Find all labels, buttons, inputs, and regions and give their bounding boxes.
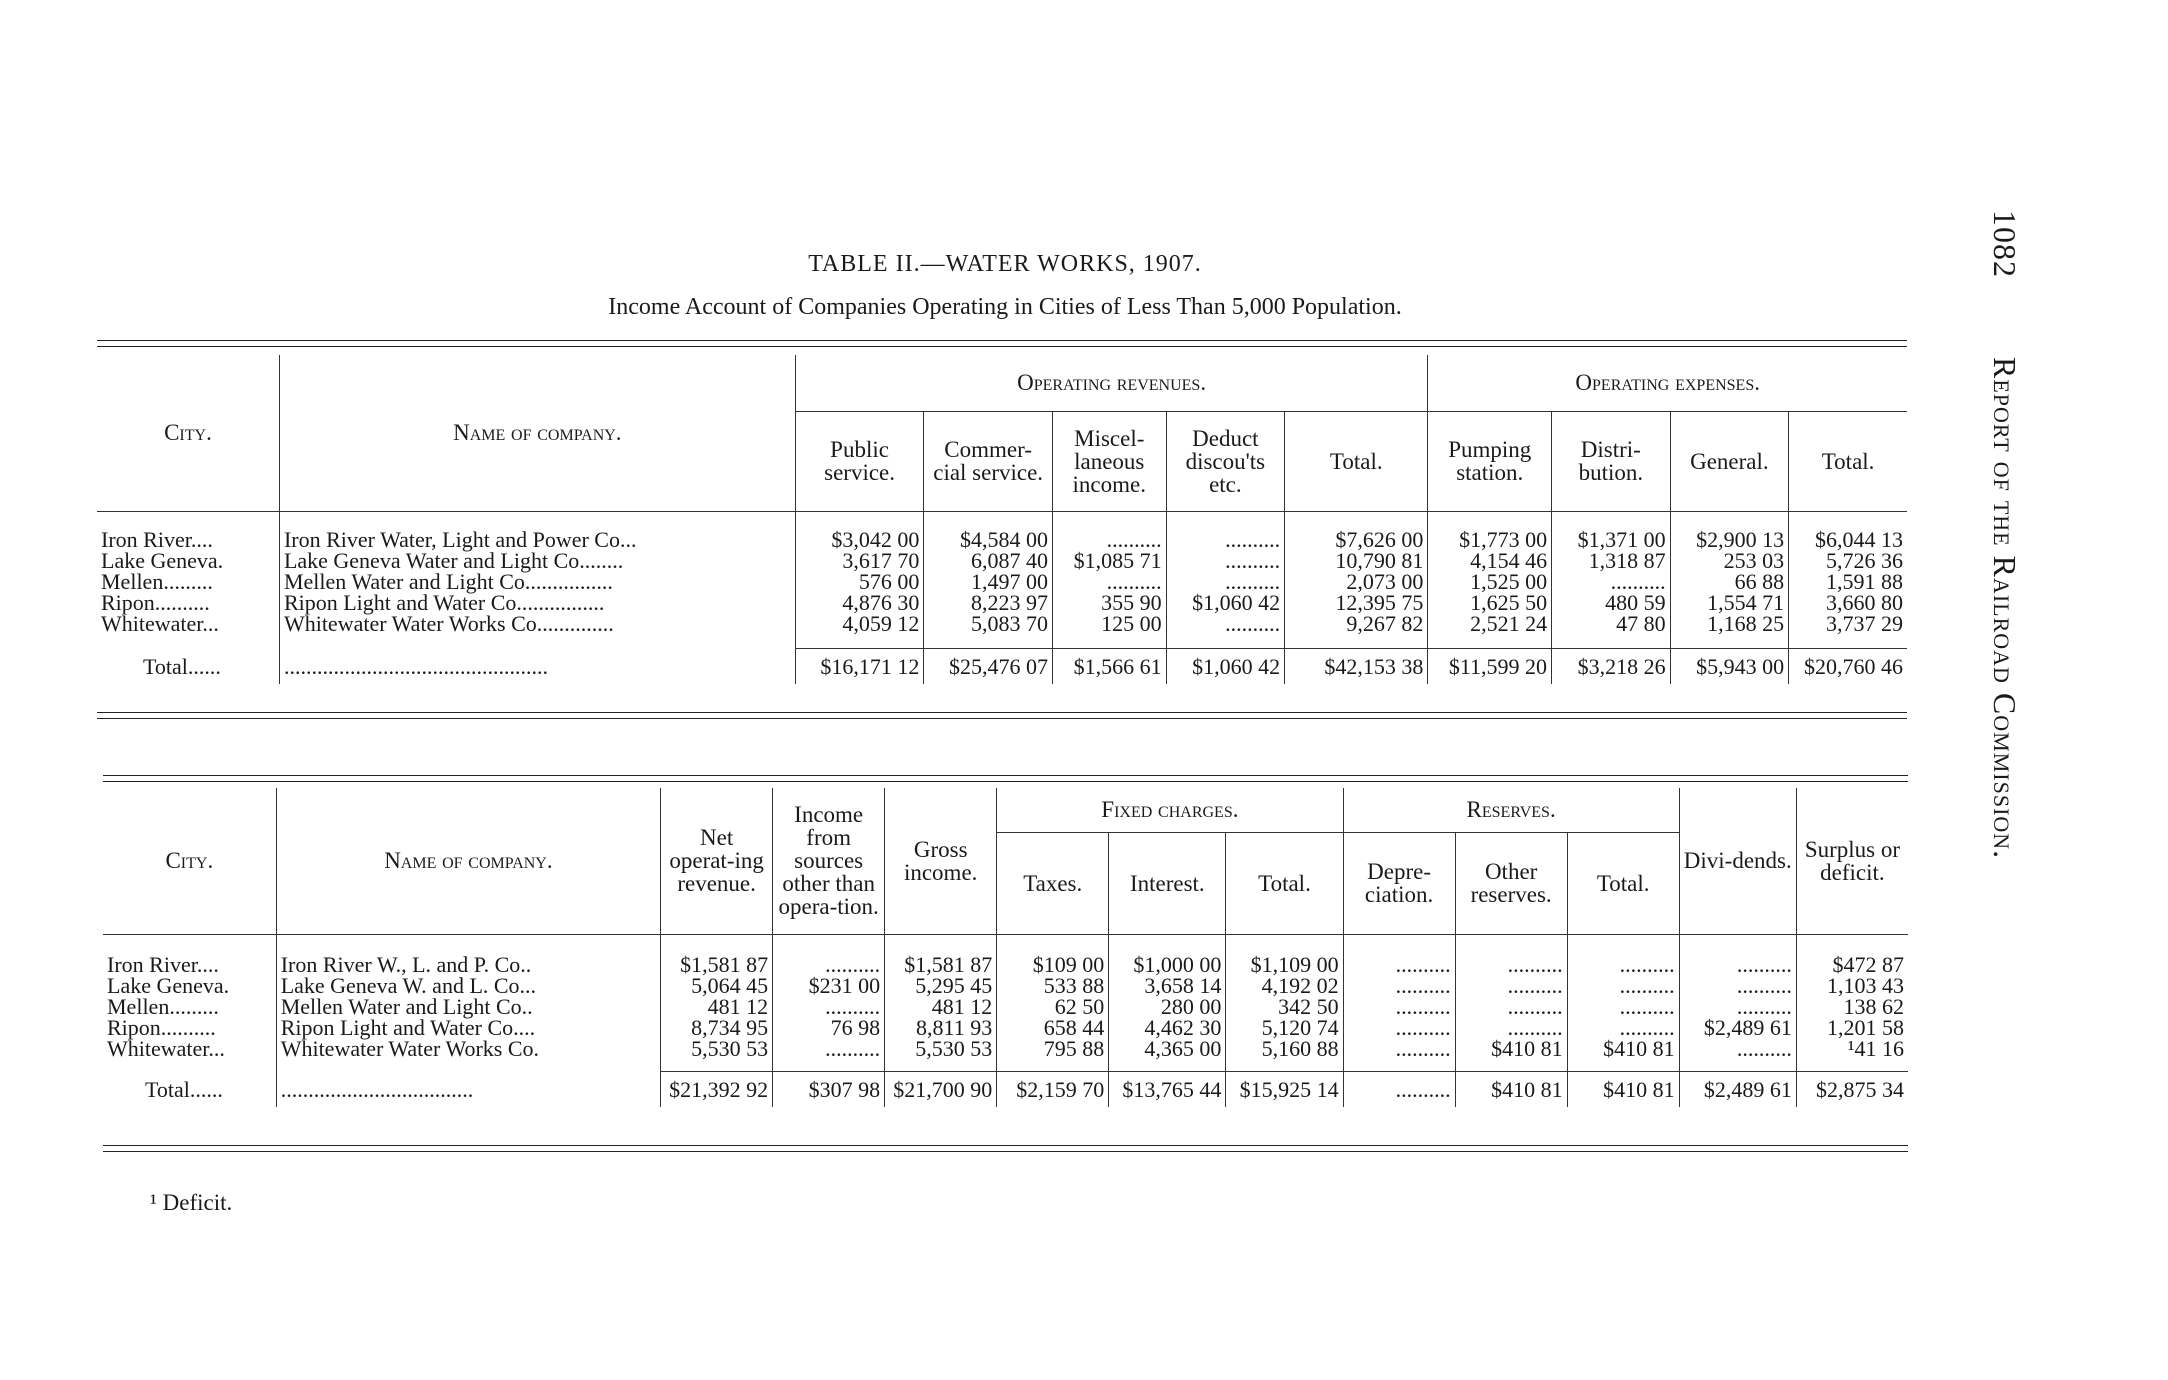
reserves-total-cell: $410 81: [1567, 1038, 1679, 1059]
company-cell: Ripon Light and Water Co................: [279, 592, 795, 613]
city-cell: Ripon..........: [101, 590, 210, 615]
col-company: Name of company.: [276, 788, 660, 934]
col-company: Name of company.: [279, 355, 795, 511]
table-row: [103, 1017, 1908, 1038]
gross-cell: 5,530 53: [885, 1038, 997, 1059]
total-public: $16,171 12: [795, 648, 924, 684]
col-taxes: Taxes.: [997, 832, 1109, 934]
col-dividends: Divi-dends.: [1679, 788, 1796, 934]
total-row: [97, 648, 1907, 684]
distribution-cell: ..........: [1552, 571, 1671, 592]
reserves-total-cell: ..........: [1567, 996, 1679, 1017]
col-public-service: Public service.: [795, 411, 924, 511]
table1-top-rule: [97, 340, 1907, 347]
taxes-cell: 795 88: [997, 1038, 1109, 1059]
total-surplus: $2,875 34: [1796, 1071, 1908, 1107]
public-cell: 3,617 70: [795, 550, 924, 571]
other-income-cell: ..........: [773, 996, 885, 1017]
page-number: 1082: [1987, 210, 2023, 278]
net-cell: 481 12: [661, 996, 773, 1017]
misc-cell: 355 90: [1052, 592, 1166, 613]
misc-cell: 125 00: [1052, 613, 1166, 634]
commercial-cell: 1,497 00: [924, 571, 1053, 592]
col-fixed-total: Total.: [1226, 832, 1343, 934]
total-total-exp: $20,760 46: [1789, 648, 1907, 684]
interest-cell: 4,365 00: [1109, 1038, 1226, 1059]
misc-cell: ..........: [1052, 571, 1166, 592]
total-other-income: $307 98: [773, 1071, 885, 1107]
col-pumping-station: Pumping station.: [1428, 411, 1552, 511]
col-surplus: Surplus or deficit.: [1796, 788, 1908, 934]
col-total-expenses: Total.: [1789, 411, 1907, 511]
table-row: [97, 613, 1907, 634]
commercial-cell: 8,223 97: [924, 592, 1053, 613]
company-cell: Mellen Water and Light Co..: [276, 996, 660, 1017]
other-reserves-cell: ..........: [1455, 975, 1567, 996]
general-cell: 1,168 25: [1670, 613, 1789, 634]
table-row: [103, 954, 1908, 975]
col-depreciation: Depre-ciation.: [1343, 832, 1455, 934]
city-cell: Iron River....: [101, 527, 213, 552]
total-deduct: $1,060 42: [1166, 648, 1285, 684]
interest-cell: 3,658 14: [1109, 975, 1226, 996]
deduct-cell: ..........: [1166, 529, 1285, 550]
income-table-revenues-expenses: [97, 355, 1907, 684]
total-net: $21,392 92: [661, 1071, 773, 1107]
deduct-cell: ..........: [1166, 550, 1285, 571]
fixed-total-cell: 4,192 02: [1226, 975, 1343, 996]
total-depreciation: ..........: [1343, 1071, 1455, 1107]
dividends-cell: ..........: [1679, 954, 1796, 975]
general-cell: $2,900 13: [1670, 529, 1789, 550]
gross-cell: $1,581 87: [885, 954, 997, 975]
table-row: [97, 571, 1907, 592]
other-reserves-cell: ..........: [1455, 954, 1567, 975]
company-cell: Whitewater Water Works Co.: [276, 1038, 660, 1059]
table-subtitle: Income Account of Companies Operating in Cities of Less Than 5,000 Population.: [608, 294, 1402, 320]
public-cell: 4,876 30: [795, 592, 924, 613]
col-general: General.: [1670, 411, 1789, 511]
city-cell: Mellen.........: [101, 569, 213, 594]
col-city: City.: [97, 355, 279, 511]
total-dividends: $2,489 61: [1679, 1071, 1796, 1107]
fixed-total-cell: $1,109 00: [1226, 954, 1343, 975]
reserves-total-cell: ..........: [1567, 954, 1679, 975]
col-city: City.: [103, 788, 276, 934]
other-reserves-cell: ..........: [1455, 996, 1567, 1017]
total-exp-cell: 3,737 29: [1789, 613, 1907, 634]
total-exp-cell: $6,044 13: [1789, 529, 1907, 550]
city-cell: Whitewater...: [107, 1036, 225, 1061]
net-cell: 8,734 95: [661, 1017, 773, 1038]
total-fixed-total: $15,925 14: [1226, 1071, 1343, 1107]
table-title: TABLE II.—WATER WORKS, 1907.: [808, 251, 1202, 277]
pumping-cell: 2,521 24: [1428, 613, 1552, 634]
total-distribution: $3,218 26: [1552, 648, 1671, 684]
other-reserves-cell: $410 81: [1455, 1038, 1567, 1059]
total-rev-cell: 10,790 81: [1285, 550, 1428, 571]
company-cell: Iron River W., L. and P. Co..: [276, 954, 660, 975]
reserves-total-cell: ..........: [1567, 975, 1679, 996]
running-head: [1985, 210, 2025, 1060]
col-other-reserves: Other reserves.: [1455, 832, 1567, 934]
general-cell: 66 88: [1670, 571, 1789, 592]
table-row: [97, 529, 1907, 550]
col-commercial-service: Commer-cial service.: [924, 411, 1053, 511]
commercial-cell: $4,584 00: [924, 529, 1053, 550]
table1-bottom-rule: [97, 712, 1907, 719]
col-reserves-total: Total.: [1567, 832, 1679, 934]
commercial-cell: 5,083 70: [924, 613, 1053, 634]
total-rev-cell: $7,626 00: [1285, 529, 1428, 550]
col-misc-income: Miscel-laneous income.: [1052, 411, 1166, 511]
total-general: $5,943 00: [1670, 648, 1789, 684]
total-interest: $13,765 44: [1109, 1071, 1226, 1107]
col-gross-income: Gross income.: [885, 788, 997, 934]
taxes-cell: $109 00: [997, 954, 1109, 975]
total-rev-cell: 12,395 75: [1285, 592, 1428, 613]
fixed-total-cell: 342 50: [1226, 996, 1343, 1017]
footnote: ¹ Deficit.: [150, 1190, 233, 1215]
dividends-cell: ..........: [1679, 996, 1796, 1017]
gross-cell: 5,295 45: [885, 975, 997, 996]
dividends-cell: $2,489 61: [1679, 1017, 1796, 1038]
depreciation-cell: ..........: [1343, 975, 1455, 996]
other-income-cell: $231 00: [773, 975, 885, 996]
taxes-cell: 533 88: [997, 975, 1109, 996]
total-rev-cell: 2,073 00: [1285, 571, 1428, 592]
city-cell: Iron River....: [107, 952, 219, 977]
col-total-revenues: Total.: [1285, 411, 1428, 511]
dividends-cell: ..........: [1679, 1038, 1796, 1059]
group-fixed-charges: Fixed charges.: [997, 788, 1343, 832]
total-company-leader: ................................................: [279, 648, 795, 684]
table-row: [103, 996, 1908, 1017]
distribution-cell: 1,318 87: [1552, 550, 1671, 571]
surplus-cell: 1,103 43: [1796, 975, 1908, 996]
total-exp-cell: 3,660 80: [1789, 592, 1907, 613]
table-row: [97, 550, 1907, 571]
col-net-operating: Net operat-ing revenue.: [661, 788, 773, 934]
total-commercial: $25,476 07: [924, 648, 1053, 684]
distribution-cell: 480 59: [1552, 592, 1671, 613]
table-row: [103, 975, 1908, 996]
total-rev-cell: 9,267 82: [1285, 613, 1428, 634]
company-cell: Lake Geneva Water and Light Co........: [279, 550, 795, 571]
group-reserves: Reserves.: [1343, 788, 1679, 832]
interest-cell: $1,000 00: [1109, 954, 1226, 975]
col-other-income: Income from sources other than opera-tion.: [773, 788, 885, 934]
total-company-leader: ...................................: [276, 1071, 660, 1107]
misc-cell: $1,085 71: [1052, 550, 1166, 571]
deduct-cell: ..........: [1166, 571, 1285, 592]
gross-cell: 8,811 93: [885, 1017, 997, 1038]
total-reserves-total: $410 81: [1567, 1071, 1679, 1107]
reserves-total-cell: ..........: [1567, 1017, 1679, 1038]
depreciation-cell: ..........: [1343, 996, 1455, 1017]
total-total-rev: $42,153 38: [1285, 648, 1428, 684]
pumping-cell: 1,525 00: [1428, 571, 1552, 592]
table2-bottom-rule: [103, 1145, 1908, 1152]
general-cell: 1,554 71: [1670, 592, 1789, 613]
company-cell: Iron River Water, Light and Power Co...: [279, 529, 795, 550]
surplus-cell: 1,201 58: [1796, 1017, 1908, 1038]
table-row: [103, 1038, 1908, 1059]
interest-cell: 4,462 30: [1109, 1017, 1226, 1038]
public-cell: 4,059 12: [795, 613, 924, 634]
city-cell: Whitewater...: [101, 611, 219, 636]
depreciation-cell: ..........: [1343, 1038, 1455, 1059]
total-pumping: $11,599 20: [1428, 648, 1552, 684]
pumping-cell: 1,625 50: [1428, 592, 1552, 613]
col-interest: Interest.: [1109, 832, 1226, 934]
deduct-cell: $1,060 42: [1166, 592, 1285, 613]
fixed-total-cell: 5,160 88: [1226, 1038, 1343, 1059]
total-taxes: $2,159 70: [997, 1071, 1109, 1107]
total-exp-cell: 1,591 88: [1789, 571, 1907, 592]
total-exp-cell: 5,726 36: [1789, 550, 1907, 571]
general-cell: 253 03: [1670, 550, 1789, 571]
public-cell: 576 00: [795, 571, 924, 592]
city-cell: Mellen.........: [107, 994, 219, 1019]
pumping-cell: $1,773 00: [1428, 529, 1552, 550]
group-operating-expenses: Operating expenses.: [1428, 355, 1907, 411]
col-deduct-discounts: Deduct discou'ts etc.: [1166, 411, 1285, 511]
total-gross: $21,700 90: [885, 1071, 997, 1107]
total-label: Total......: [145, 1076, 223, 1102]
taxes-cell: 62 50: [997, 996, 1109, 1017]
distribution-cell: 47 80: [1552, 613, 1671, 634]
city-cell: Ripon..........: [107, 1015, 216, 1040]
other-reserves-cell: ..........: [1455, 1017, 1567, 1038]
col-distribution: Distri-bution.: [1552, 411, 1671, 511]
dividends-cell: ..........: [1679, 975, 1796, 996]
table2-top-rule: [103, 775, 1908, 782]
public-cell: $3,042 00: [795, 529, 924, 550]
deduct-cell: ..........: [1166, 613, 1285, 634]
group-operating-revenues: Operating revenues.: [795, 355, 1428, 411]
company-cell: Mellen Water and Light Co................: [279, 571, 795, 592]
depreciation-cell: ..........: [1343, 954, 1455, 975]
other-income-cell: ..........: [773, 954, 885, 975]
company-cell: Whitewater Water Works Co..............: [279, 613, 795, 634]
table-row: [97, 592, 1907, 613]
surplus-cell: ¹41 16: [1796, 1038, 1908, 1059]
surplus-cell: $472 87: [1796, 954, 1908, 975]
income-table-charges-reserves: [103, 788, 1908, 1107]
commercial-cell: 6,087 40: [924, 550, 1053, 571]
pumping-cell: 4,154 46: [1428, 550, 1552, 571]
company-cell: Lake Geneva W. and L. Co...: [276, 975, 660, 996]
misc-cell: ..........: [1052, 529, 1166, 550]
city-cell: Lake Geneva.: [107, 973, 230, 998]
total-misc: $1,566 61: [1052, 648, 1166, 684]
taxes-cell: 658 44: [997, 1017, 1109, 1038]
distribution-cell: $1,371 00: [1552, 529, 1671, 550]
surplus-cell: 138 62: [1796, 996, 1908, 1017]
total-other-reserves: $410 81: [1455, 1071, 1567, 1107]
net-cell: $1,581 87: [661, 954, 773, 975]
gross-cell: 481 12: [885, 996, 997, 1017]
net-cell: 5,064 45: [661, 975, 773, 996]
total-row: [103, 1071, 1908, 1107]
depreciation-cell: ..........: [1343, 1017, 1455, 1038]
running-head-text: Report of the Railroad Commission.: [1987, 357, 2023, 860]
interest-cell: 280 00: [1109, 996, 1226, 1017]
fixed-total-cell: 5,120 74: [1226, 1017, 1343, 1038]
other-income-cell: 76 98: [773, 1017, 885, 1038]
company-cell: Ripon Light and Water Co....: [276, 1017, 660, 1038]
city-cell: Lake Geneva.: [101, 548, 224, 573]
total-label: Total......: [143, 653, 221, 679]
net-cell: 5,530 53: [661, 1038, 773, 1059]
other-income-cell: ..........: [773, 1038, 885, 1059]
